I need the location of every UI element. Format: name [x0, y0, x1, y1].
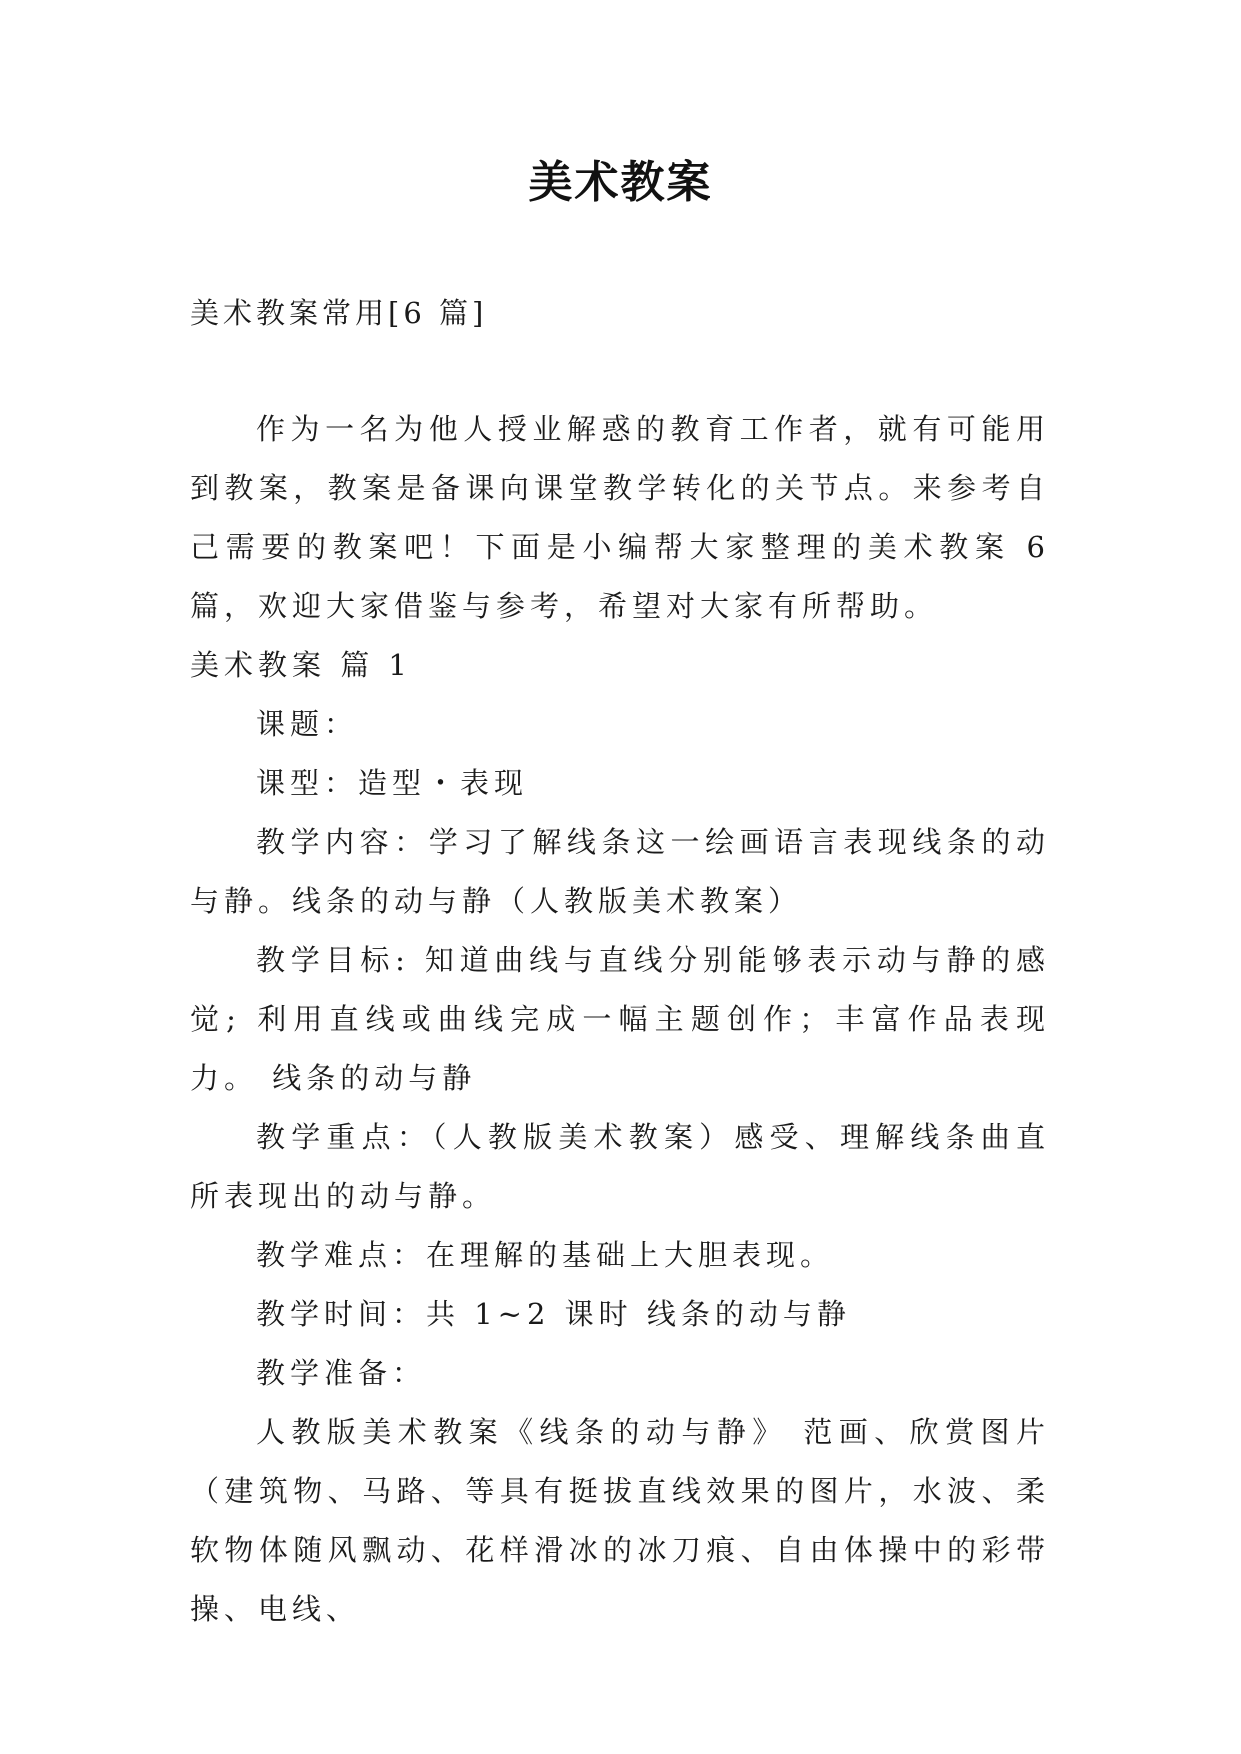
lesson-key-points: 教学重点：（人教版美术教案）感受、理解线条曲直所表现出的动与静。	[190, 1120, 1050, 1213]
section-heading: 美术教案 篇 1	[190, 648, 412, 682]
lesson-time: 教学时间：共 1~2 课时 线条的动与静	[256, 1297, 851, 1331]
lesson-type: 课型：造型・表现	[256, 766, 529, 800]
intro-paragraph: 作为一名为他人授业解惑的教育工作者，就有可能用到教案，教案是备课向课堂教学转化的关节点。来参考自己需要的教案吧！下面是小编帮大家整理的美术教案 6 篇，欢迎大家借鉴与参考，希望对大家有所帮助。	[190, 412, 1050, 623]
document-subtitle: 美术教案常用[6 篇]	[190, 296, 488, 330]
lesson-difficulties: 教学难点：在理解的基础上大胆表现。	[256, 1238, 835, 1272]
lesson-preparation: 教学准备：	[256, 1356, 427, 1390]
lesson-objectives: 教学目标: 知道曲线与直线分别能够表示动与静的感觉; 利用直线或曲线完成一幅主题创作；丰富作品表现力。 线条的动与静	[190, 943, 1050, 1095]
document-body	[190, 400, 1050, 1639]
document-title: 美术教案	[528, 157, 713, 208]
lesson-materials: 人教版美术教案《线条的动与静》 范画、欣赏图片（建筑物、马路、等具有挺拔直线效果的图片，水波、柔软物体随风飘动、花样滑冰的冰刀痕、自由体操中的彩带操、电线、	[190, 1415, 1050, 1626]
lesson-content: 教学内容：学习了解线条这一绘画语言表现线条的动与静。线条的动与静（人教版美术教案）	[190, 825, 1050, 918]
lesson-topic: 课题：	[256, 707, 359, 741]
